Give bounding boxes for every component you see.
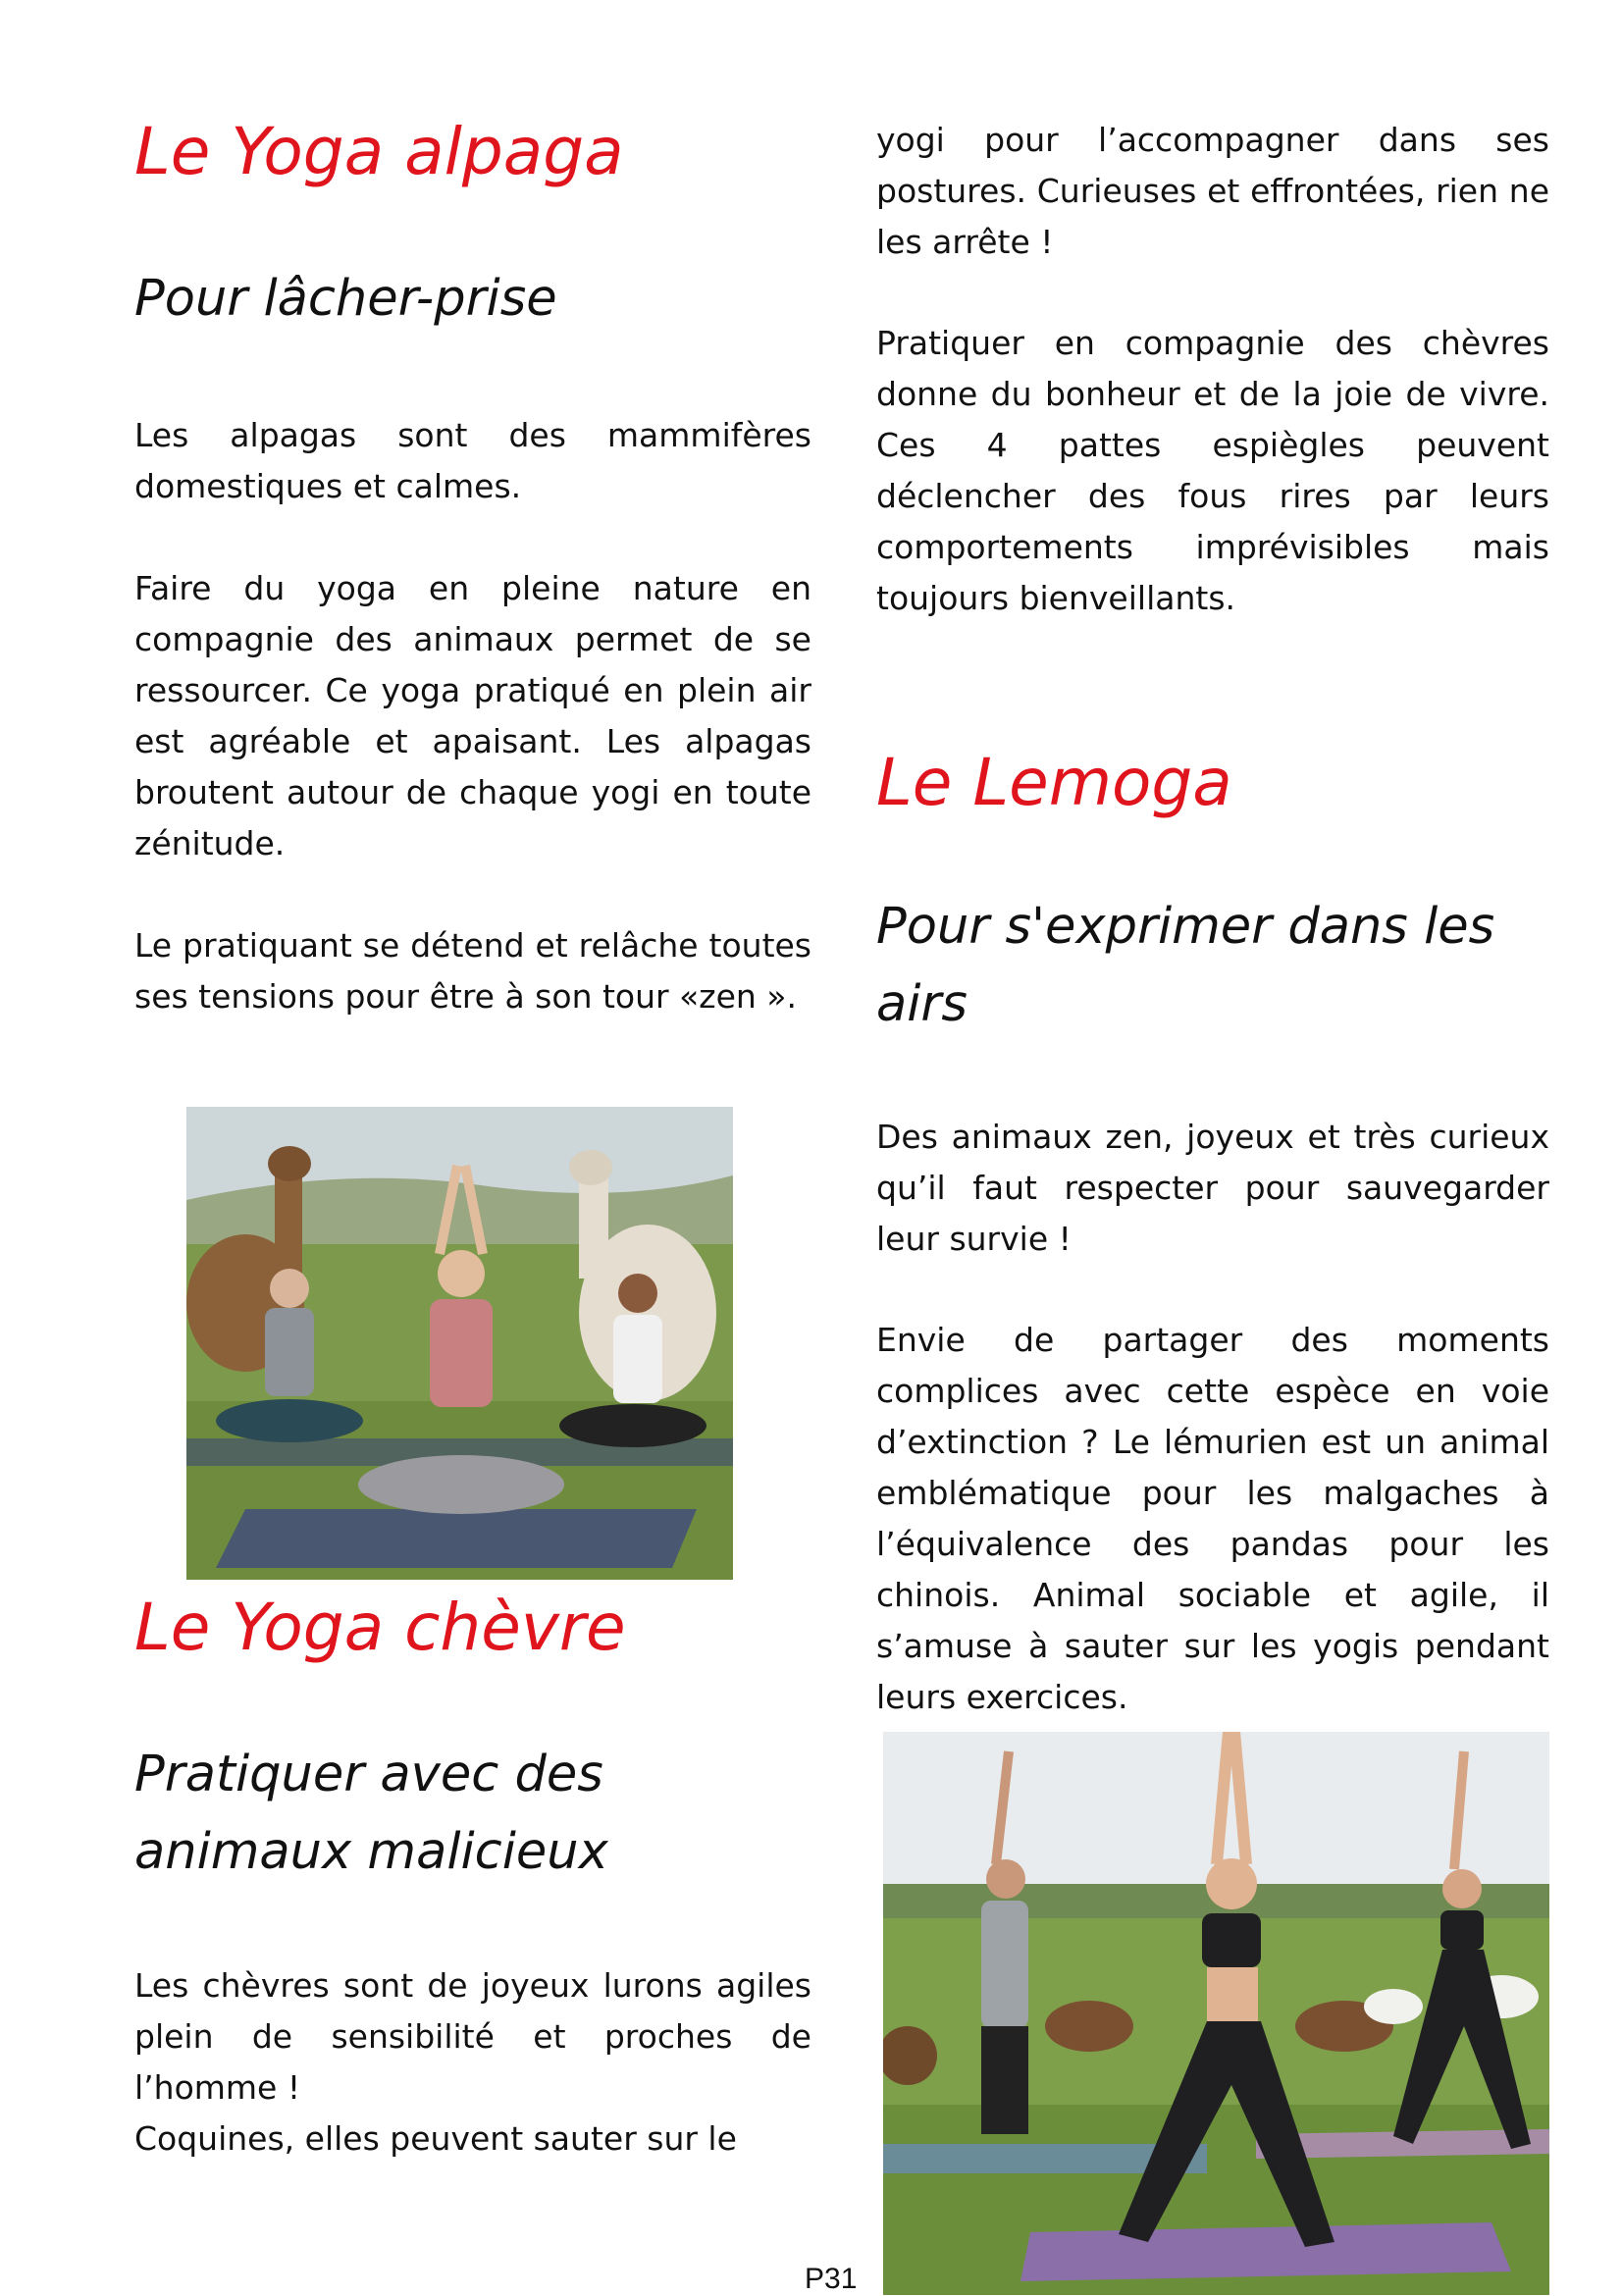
paragraph: Les alpagas sont des mammifères domestiques et calmes.	[134, 416, 811, 505]
paragraph: Des animaux zen, joyeux et très curieux qu’il faut respecter pour sauvegarder leur survie !	[876, 1118, 1549, 1258]
section-title-yoga-alpaga: Le Yoga alpaga	[134, 114, 624, 189]
goat-yoga-photo	[883, 1732, 1549, 2295]
page-number: P31	[805, 2263, 858, 2295]
section-title-yoga-chevre: Le Yoga chèvre	[134, 1590, 626, 1665]
paragraph: Faire du yoga en pleine nature en compagnie des animaux permet de se ressourcer. Ce yoga pratiqué en plein air est agréable et apaisant. Les alpagas broutent autour de chaque yogi en toute zénitude.	[134, 569, 811, 862]
paragraph: Coquines, elles peuvent sauter sur le	[134, 2119, 737, 2158]
section-subtitle-yoga-chevre: Pratiquer avec des animaux malicieux	[134, 1746, 608, 1881]
section-subtitle-yoga-alpaga: Pour lâcher-prise	[134, 270, 557, 328]
paragraph: Les chèvres sont de joyeux lurons agiles plein de sensibilité et proches de l’homme !	[134, 1966, 811, 2107]
alpaca-yoga-photo	[186, 1107, 733, 1580]
section-subtitle-lemoga: Pour s'exprimer dans les airs	[876, 898, 1495, 1033]
paragraph: Le pratiquant se détend et relâche toutes ses tensions pour être à son tour «zen ».	[134, 926, 811, 1016]
paragraph: Pratiquer en compagnie des chèvres donne du bonheur et de la joie de vivre. Ces 4 pattes espiègles peuvent déclencher des fous rires par leurs comportements imprévisibles mais toujours bienveillants.	[876, 324, 1549, 617]
paragraph: Envie de partager des moments complices avec cette espèce en voie d’extinction ? Le lémurien est un animal emblématique pour les malgaches à l’équivalence des pandas pour les chinois. Animal sociable et agile, il s’amuse à sauter sur les yogis pendant leurs exercices.	[876, 1321, 1549, 1716]
paragraph: yogi pour l’accompagner dans ses postures. Curieuses et effrontées, rien ne les arrête !	[876, 121, 1549, 261]
section-title-lemoga: Le Lemoga	[876, 745, 1232, 820]
